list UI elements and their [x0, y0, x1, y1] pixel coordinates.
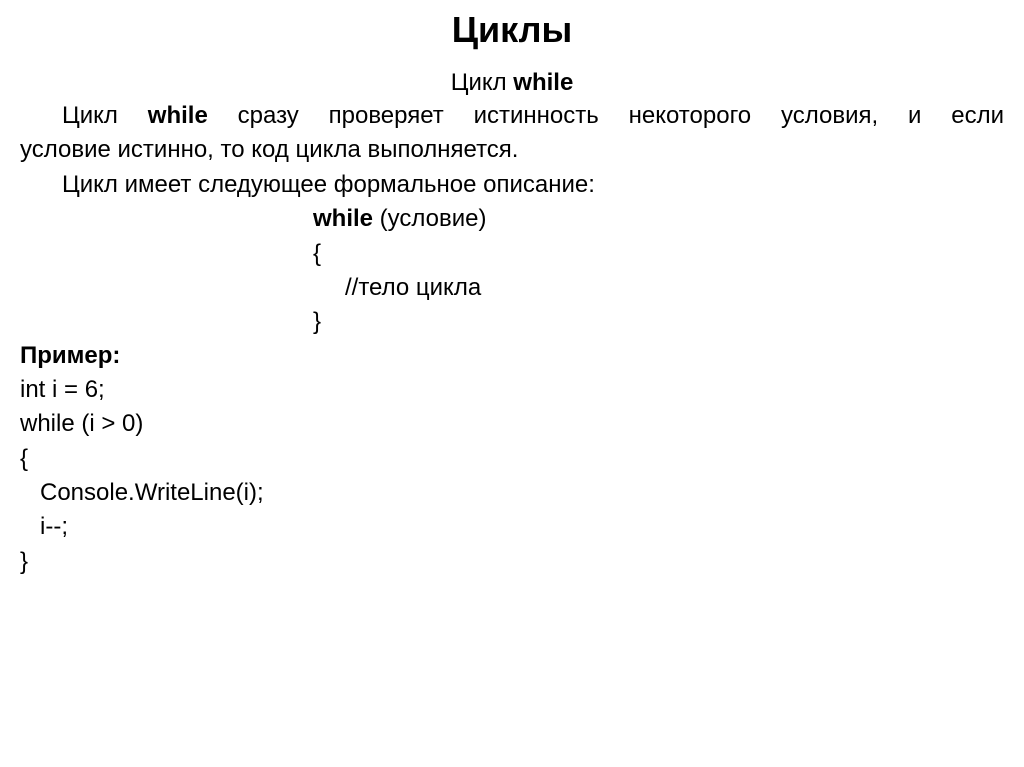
code-line: Console.WriteLine(i); — [20, 479, 264, 506]
para1-keyword: while — [147, 102, 208, 129]
code-line: { — [20, 445, 29, 472]
para1-prefix: Цикл — [62, 102, 148, 129]
paragraph-line-1 — [20, 99, 1004, 133]
example-label: Пример: — [20, 342, 121, 369]
subtitle-keyword: while — [513, 69, 574, 96]
para1-line1-rest: сразу проверяет истинность некоторого условия, и если — [207, 102, 1004, 129]
code-line: } — [20, 548, 29, 575]
paragraph-line-2: условие истинно, то код цикла выполняется. — [20, 136, 519, 163]
paragraph-2: Цикл имеет следующее формальное описание: — [62, 171, 595, 198]
syntax-while-line — [313, 202, 487, 236]
syntax-condition: (условие) — [373, 205, 487, 232]
syntax-close-brace: } — [313, 308, 322, 335]
syntax-keyword: while — [313, 205, 374, 232]
syntax-body: //тело цикла — [345, 274, 482, 301]
slide-title: Циклы — [451, 9, 573, 50]
code-line: while (i > 0) — [20, 410, 144, 437]
code-line: int i = 6; — [20, 376, 105, 403]
slide-subtitle — [0, 66, 1024, 100]
syntax-open-brace: { — [313, 240, 322, 267]
subtitle-prefix: Цикл — [450, 69, 514, 96]
code-line: i--; — [20, 513, 68, 540]
